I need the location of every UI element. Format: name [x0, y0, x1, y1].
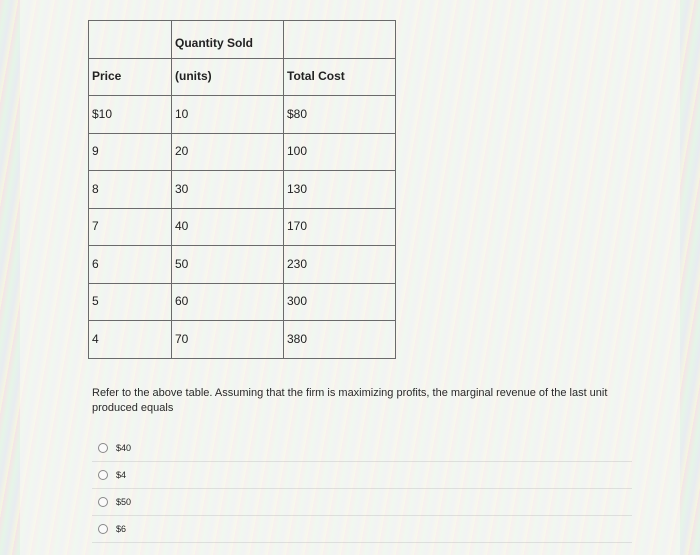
price-cell: 4: [89, 321, 172, 359]
quantity-cell: 70: [172, 321, 284, 359]
radio-button-icon[interactable]: [98, 443, 108, 453]
price-cell: 6: [89, 246, 172, 284]
answer-option[interactable]: [92, 435, 632, 462]
cost-cell: 300: [284, 283, 396, 321]
quantity-cell: 50: [172, 246, 284, 284]
price-cell: 7: [89, 208, 172, 246]
cost-cell: 230: [284, 246, 396, 284]
cost-cell: 100: [284, 133, 396, 171]
table-row: [89, 208, 396, 246]
table-row: [89, 283, 396, 321]
header-price-top: [89, 21, 172, 59]
option-label: $40: [116, 443, 132, 453]
table-row: [89, 133, 396, 171]
price-cell: 8: [89, 171, 172, 209]
quantity-cell: 30: [172, 171, 284, 209]
quantity-cell: 40: [172, 208, 284, 246]
radio-button-icon[interactable]: [98, 524, 108, 534]
radio-button-icon[interactable]: [98, 497, 108, 507]
price-cell: 9: [89, 133, 172, 171]
table-row: [89, 171, 396, 209]
table-header-row: [89, 58, 396, 96]
header-quantity-units: (units): [172, 58, 284, 96]
table-row: [89, 321, 396, 359]
table-row: [89, 96, 396, 134]
option-label: $6: [116, 524, 127, 534]
option-label: $4: [116, 470, 127, 480]
answer-option[interactable]: [92, 462, 632, 489]
header-price: Price: [89, 58, 172, 96]
price-cell: 5: [89, 283, 172, 321]
quantity-cell: 10: [172, 96, 284, 134]
price-quantity-cost-table: [88, 20, 396, 359]
quantity-cell: 60: [172, 283, 284, 321]
cost-cell: 380: [284, 321, 396, 359]
radio-button-icon[interactable]: [98, 470, 108, 480]
answer-options: [92, 435, 632, 543]
answer-option[interactable]: [92, 489, 632, 516]
cost-cell: 130: [284, 171, 396, 209]
answer-option[interactable]: [92, 516, 632, 543]
quantity-cell: 20: [172, 133, 284, 171]
table-header-row: [89, 21, 396, 59]
option-label: $50: [116, 497, 132, 507]
price-cell: $10: [89, 96, 172, 134]
cost-cell: $80: [284, 96, 396, 134]
header-total-cost: Total Cost: [284, 58, 396, 96]
question-text: Refer to the above table. Assuming that the firm is maximizing profits, the marginal revenue of the last unit produced equals: [92, 387, 608, 414]
header-cost-top: [284, 21, 396, 59]
header-quantity-top: Quantity Sold: [172, 21, 284, 59]
table-row: [89, 246, 396, 284]
cost-cell: 170: [284, 208, 396, 246]
